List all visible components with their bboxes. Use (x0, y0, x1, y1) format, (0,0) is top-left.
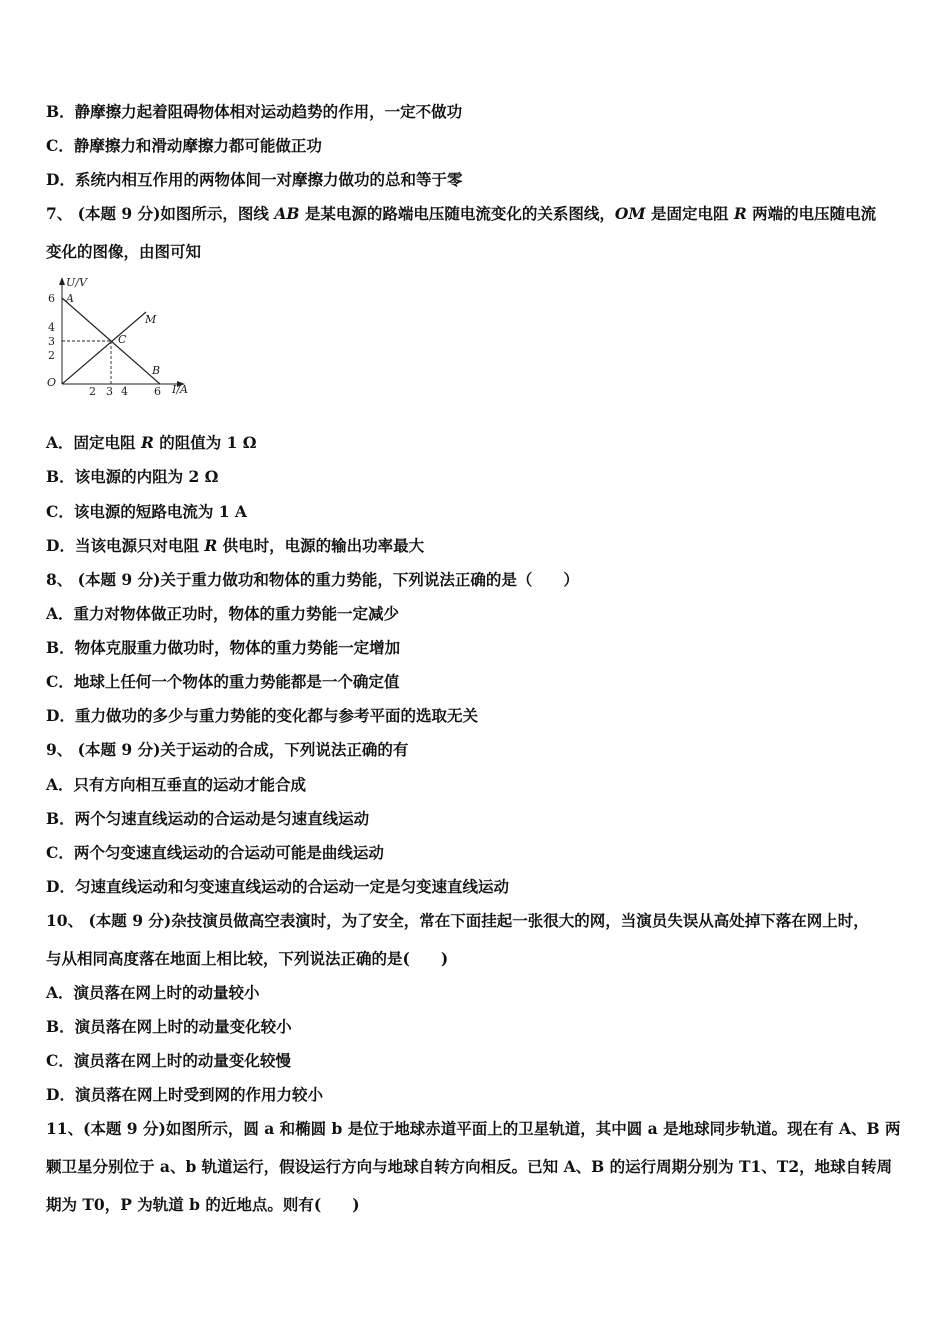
q7-stem-text: 是某电源的路端电压随电流变化的关系图线， (299, 204, 615, 223)
x-axis-label: I/A (172, 383, 188, 396)
q8-stem: 8、 (本题 9 分)关于重力做功和物体的重力势能，下列说法正确的是（ ） (46, 570, 579, 589)
q10-stem-line2: 与从相同高度落在地面上相比较，下列说法正确的是( ) (46, 949, 449, 968)
q9-option-d: D．匀速直线运动和匀变速直线运动的合运动一定是匀变速直线运动 (46, 877, 509, 896)
q11-stem-line3: 期为 T0，P 为轨道 b 的近地点。则有( ) (46, 1195, 360, 1214)
q11-stem-line1: 11、(本题 9 分)如图所示，圆 a 和椭圆 b 是位于地球赤道平面上的卫星轨道，其中圆 a 是地球同步轨道。现在有 A、B 两 (46, 1119, 901, 1138)
q7-r-symbol: R (733, 204, 747, 223)
q8-option-a: A．重力对物体做正功时，物体的重力势能一定减少 (46, 604, 400, 623)
q7-r-symbol: R (140, 433, 154, 452)
x-tick-3: 3 (106, 385, 113, 398)
q9-option-c: C．两个匀变速直线运动的合运动可能是曲线运动 (46, 843, 384, 862)
q7-option-b: B．该电源的内阻为 2 Ω (46, 467, 219, 486)
q6-option-b: B．静摩擦力起着阻碍物体相对运动趋势的作用，一定不做功 (46, 102, 463, 121)
origin-label: O (47, 376, 57, 389)
q7-stem-text: 两端的电压随电流 (746, 204, 877, 223)
q7-option-c: C．该电源的短路电流为 1 A (46, 502, 247, 521)
q7-ui-graph (42, 272, 202, 402)
q10-option-d: D．演员落在网上时受到网的作用力较小 (46, 1085, 323, 1104)
y-axis-label: U/V (66, 276, 87, 289)
q8-option-c: C．地球上任何一个物体的重力势能都是一个确定值 (46, 672, 400, 691)
q7-option-d (46, 536, 916, 556)
q7-stem-text: 是固定电阻 (645, 204, 734, 223)
q7-option-a-text: 的阻值为 1 Ω (153, 433, 257, 452)
q9-option-a: A．只有方向相互垂直的运动才能合成 (46, 775, 307, 794)
q7-om-symbol: OM (614, 204, 646, 223)
q9-stem: 9、 (本题 9 分)关于运动的合成，下列说法正确的有 (46, 740, 409, 759)
point-b-label: B (152, 364, 161, 377)
y-axis-arrow-icon (59, 277, 65, 285)
q8-option-d: D．重力做功的多少与重力势能的变化都与参考平面的选取无关 (46, 706, 478, 725)
q8-option-b: B．物体克服重力做功时，物体的重力势能一定增加 (46, 638, 401, 657)
q10-option-a: A．演员落在网上时的动量较小 (46, 983, 260, 1002)
x-tick-4: 4 (121, 385, 128, 398)
line-om (62, 312, 146, 384)
x-tick-2: 2 (89, 385, 96, 398)
q6-option-c: C．静摩擦力和滑动摩擦力都可能做正功 (46, 136, 322, 155)
q10-stem-line1: 10、 (本题 9 分)杂技演员做高空表演时，为了安全，常在下面挂起一张很大的网，当演员失误从高处掉下落在网上时， (46, 911, 869, 930)
q7-stem-line2: 变化的图像，由图可知 (46, 242, 202, 261)
q7-option-a (46, 433, 916, 453)
q7-stem-text: 7、 (本题 9 分)如图所示，图线 (46, 204, 275, 223)
point-a-label: A (66, 292, 74, 305)
q9-option-b: B．两个匀速直线运动的合运动是匀速直线运动 (46, 809, 370, 828)
q10-option-b: B．演员落在网上时的动量变化较小 (46, 1017, 292, 1036)
q7-option-d-text: D．当该电源只对电阻 (46, 536, 205, 555)
y-tick-6: 6 (48, 292, 55, 305)
point-m-label: M (145, 313, 157, 326)
y-tick-4: 4 (48, 321, 55, 334)
q10-option-c: C．演员落在网上时的动量变化较慢 (46, 1051, 291, 1070)
q7-option-d-text: 供电时，电源的输出功率最大 (217, 536, 425, 555)
q11-stem-line2: 颗卫星分别位于 a、b 轨道运行，假设运行方向与地球自转方向相反。已知 A、B 的运行周期分别为 T1、T2，地球自转周 (46, 1157, 893, 1176)
q7-stem-line1 (46, 204, 916, 224)
x-tick-6: 6 (154, 385, 161, 398)
q6-option-d: D．系统内相互作用的两物体间一对摩擦力做功的总和等于零 (46, 170, 463, 189)
q7-option-a-text: A．固定电阻 (46, 433, 141, 452)
q7-ab-symbol: AB (274, 204, 300, 223)
point-c-label: C (118, 333, 127, 346)
y-tick-2: 2 (48, 349, 55, 362)
q7-r-symbol: R (204, 536, 218, 555)
y-tick-3: 3 (48, 335, 55, 348)
